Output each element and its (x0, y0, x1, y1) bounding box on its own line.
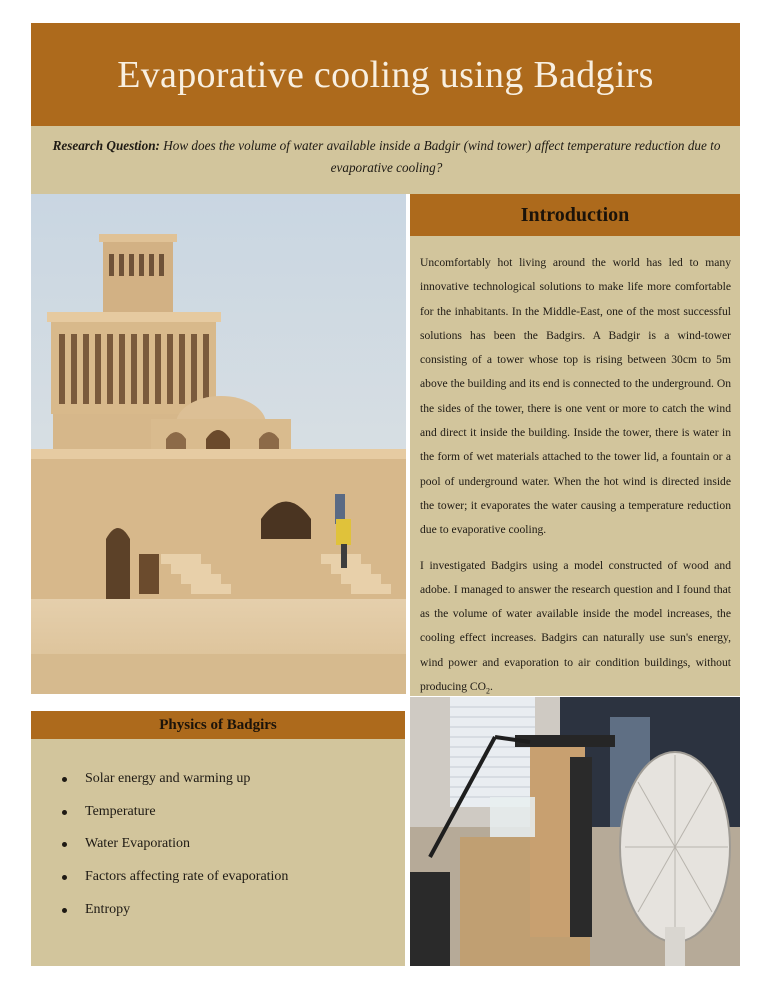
title-banner (31, 23, 740, 126)
list-item-text: Entropy (85, 901, 131, 917)
list-item-text: Factors affecting rate of evaporation (85, 869, 289, 885)
bullet-icon (62, 777, 67, 782)
badgir-tower-photo (31, 194, 406, 694)
physics-list (31, 739, 405, 933)
list-item (31, 770, 405, 803)
co2-subscript: 2 (486, 686, 491, 696)
bullet-icon (62, 875, 67, 880)
list-item (31, 901, 405, 934)
bullet-icon (62, 810, 67, 815)
list-item (31, 803, 405, 836)
badgir-model-photo (410, 697, 740, 966)
research-question-box (31, 126, 740, 194)
co2-period: . (490, 680, 493, 694)
physics-heading: Physics of Badgirs (159, 716, 277, 733)
list-item-text: Water Evaporation (85, 836, 190, 852)
bullet-icon (62, 842, 67, 847)
introduction-paragraph-2-text: I investigated Badgirs using a model constructed of wood and adobe. I managed to answer the research question and I found that as the volume of water available inside the model increases, the cooling effect increases. Badgirs can naturally use sun's energy, wind power and evaporation to air condition buildings, without producing (420, 558, 731, 694)
introduction-header (410, 194, 740, 236)
co2-base: CO (469, 680, 487, 694)
introduction-paragraph-2 (420, 554, 731, 704)
research-question-text: How does the volume of water available inside a Badgir (wind tower) affect temperature reduction due to evaporative cooling? (163, 138, 721, 175)
list-item (31, 835, 405, 868)
introduction-paragraph-1: Uncomfortably hot living around the world has led to many innovative technological solutions to make life more comfortable for the inhabitants. In the Middle-East, one of the most successful solutions has been the Badgirs. A Badgir is a wind-tower consisting of a tower whose top is rising between 30cm to 5m above the building and its end is connected to the underground. On the sides of the tower, there is one vent or more to catch the wind and direct it inside the building. Inside the tower, there is water in the form of wet materials attached to the tower lid, a fountain or a pool of underground water. When the hot wind is directed inside the tower; it evaporates the water causing a temperature reduction due to evaporative cooling. (420, 256, 731, 537)
introduction-heading: Introduction (520, 203, 630, 226)
list-item-text: Solar energy and warming up (85, 771, 251, 786)
physics-body (31, 739, 405, 966)
page-title: Evaporative cooling using Badgirs (117, 53, 654, 96)
physics-header (31, 711, 405, 739)
bullet-icon (62, 908, 67, 913)
co2-formula (469, 680, 491, 696)
list-item-text: Temperature (85, 803, 156, 819)
list-item (31, 868, 405, 901)
research-question-label: Research Question: (52, 138, 160, 153)
introduction-body (410, 236, 740, 696)
